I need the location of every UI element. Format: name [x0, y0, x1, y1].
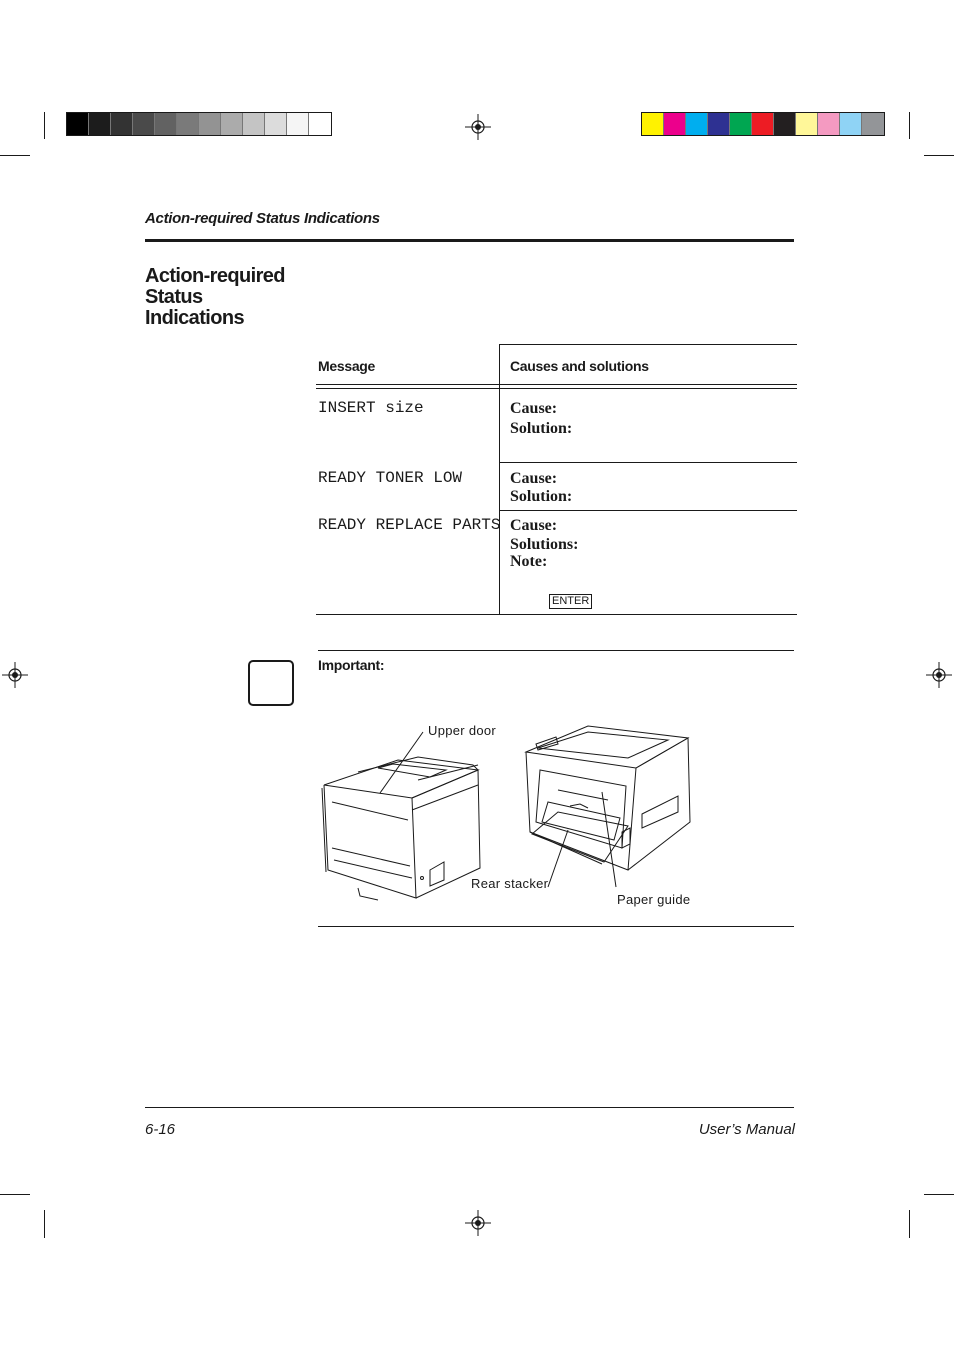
cause-label: Cause: [510, 400, 558, 417]
callout-upper-door: Upper door [428, 723, 497, 738]
color-swatch [642, 113, 664, 135]
color-swatch [818, 113, 840, 135]
row-divider [499, 462, 797, 463]
color-swatch [133, 113, 155, 135]
callout-rear-stacker: Rear stacker [471, 876, 549, 891]
message-ready-toner-low: READY TONER LOW [318, 469, 463, 487]
color-swatch [796, 113, 818, 135]
trim-mark [909, 1210, 910, 1238]
color-swatch [686, 113, 708, 135]
color-swatch [840, 113, 862, 135]
column-header-causes: Causes and solutions [510, 358, 649, 374]
color-swatch [730, 113, 752, 135]
registration-mark-icon [465, 1210, 491, 1236]
printer-rear-illustration [518, 722, 696, 892]
trim-mark [0, 1194, 30, 1195]
important-top-rule [318, 650, 794, 651]
table-header-rule [316, 384, 797, 385]
important-icon [248, 660, 294, 706]
row-divider [499, 510, 797, 511]
cause-label: Cause: [510, 470, 558, 487]
trim-mark [0, 155, 30, 156]
important-label: Important: [318, 657, 385, 673]
important-bottom-rule [318, 926, 794, 927]
color-swatch [265, 113, 287, 135]
section-title-line: Status [145, 286, 203, 308]
enter-key: ENTER [549, 594, 592, 609]
registration-mark-icon [465, 114, 491, 140]
color-swatch [111, 113, 133, 135]
color-swatch [221, 113, 243, 135]
running-head: Action-required Status Indications [145, 210, 380, 227]
section-title-line: Indications [145, 307, 244, 329]
color-swatch [177, 113, 199, 135]
registration-mark-icon [926, 662, 952, 688]
process-color-bar [641, 112, 885, 136]
callout-paper-guide: Paper guide [617, 892, 691, 907]
trim-mark [44, 112, 45, 139]
color-swatch [287, 113, 309, 135]
table-bottom-rule [316, 614, 797, 615]
color-swatch [67, 113, 89, 135]
grayscale-color-bar [66, 112, 332, 136]
table-header-rule [316, 388, 797, 389]
color-swatch [708, 113, 730, 135]
color-swatch [243, 113, 265, 135]
trim-mark [924, 1194, 954, 1195]
color-swatch [155, 113, 177, 135]
solution-label: Solution: [510, 488, 573, 505]
footer-rule [145, 1107, 794, 1108]
color-swatch [664, 113, 686, 135]
page-number: 6-16 [145, 1121, 176, 1138]
color-swatch [774, 113, 796, 135]
trim-mark [924, 155, 954, 156]
section-title [145, 266, 315, 329]
manual-title: User’s Manual [698, 1121, 795, 1138]
message-insert-size: INSERT size [318, 399, 424, 417]
trim-mark [909, 112, 910, 139]
cause-label: Cause: [510, 517, 558, 534]
color-swatch [89, 113, 111, 135]
column-header-message: Message [318, 358, 376, 374]
note-label: Note: [510, 553, 548, 570]
registration-mark-icon [2, 662, 28, 688]
section-title-line: Action-required [145, 265, 285, 287]
color-swatch [199, 113, 221, 135]
printer-front-illustration [318, 720, 488, 905]
color-swatch [309, 113, 331, 135]
color-swatch [862, 113, 884, 135]
trim-mark [44, 1210, 45, 1238]
color-swatch [752, 113, 774, 135]
solution-label: Solution: [510, 420, 573, 437]
header-rule [145, 239, 794, 242]
table-top-rule [499, 344, 797, 345]
solutions-label: Solutions: [510, 536, 579, 553]
message-ready-replace-parts: READY REPLACE PARTS [318, 516, 501, 534]
